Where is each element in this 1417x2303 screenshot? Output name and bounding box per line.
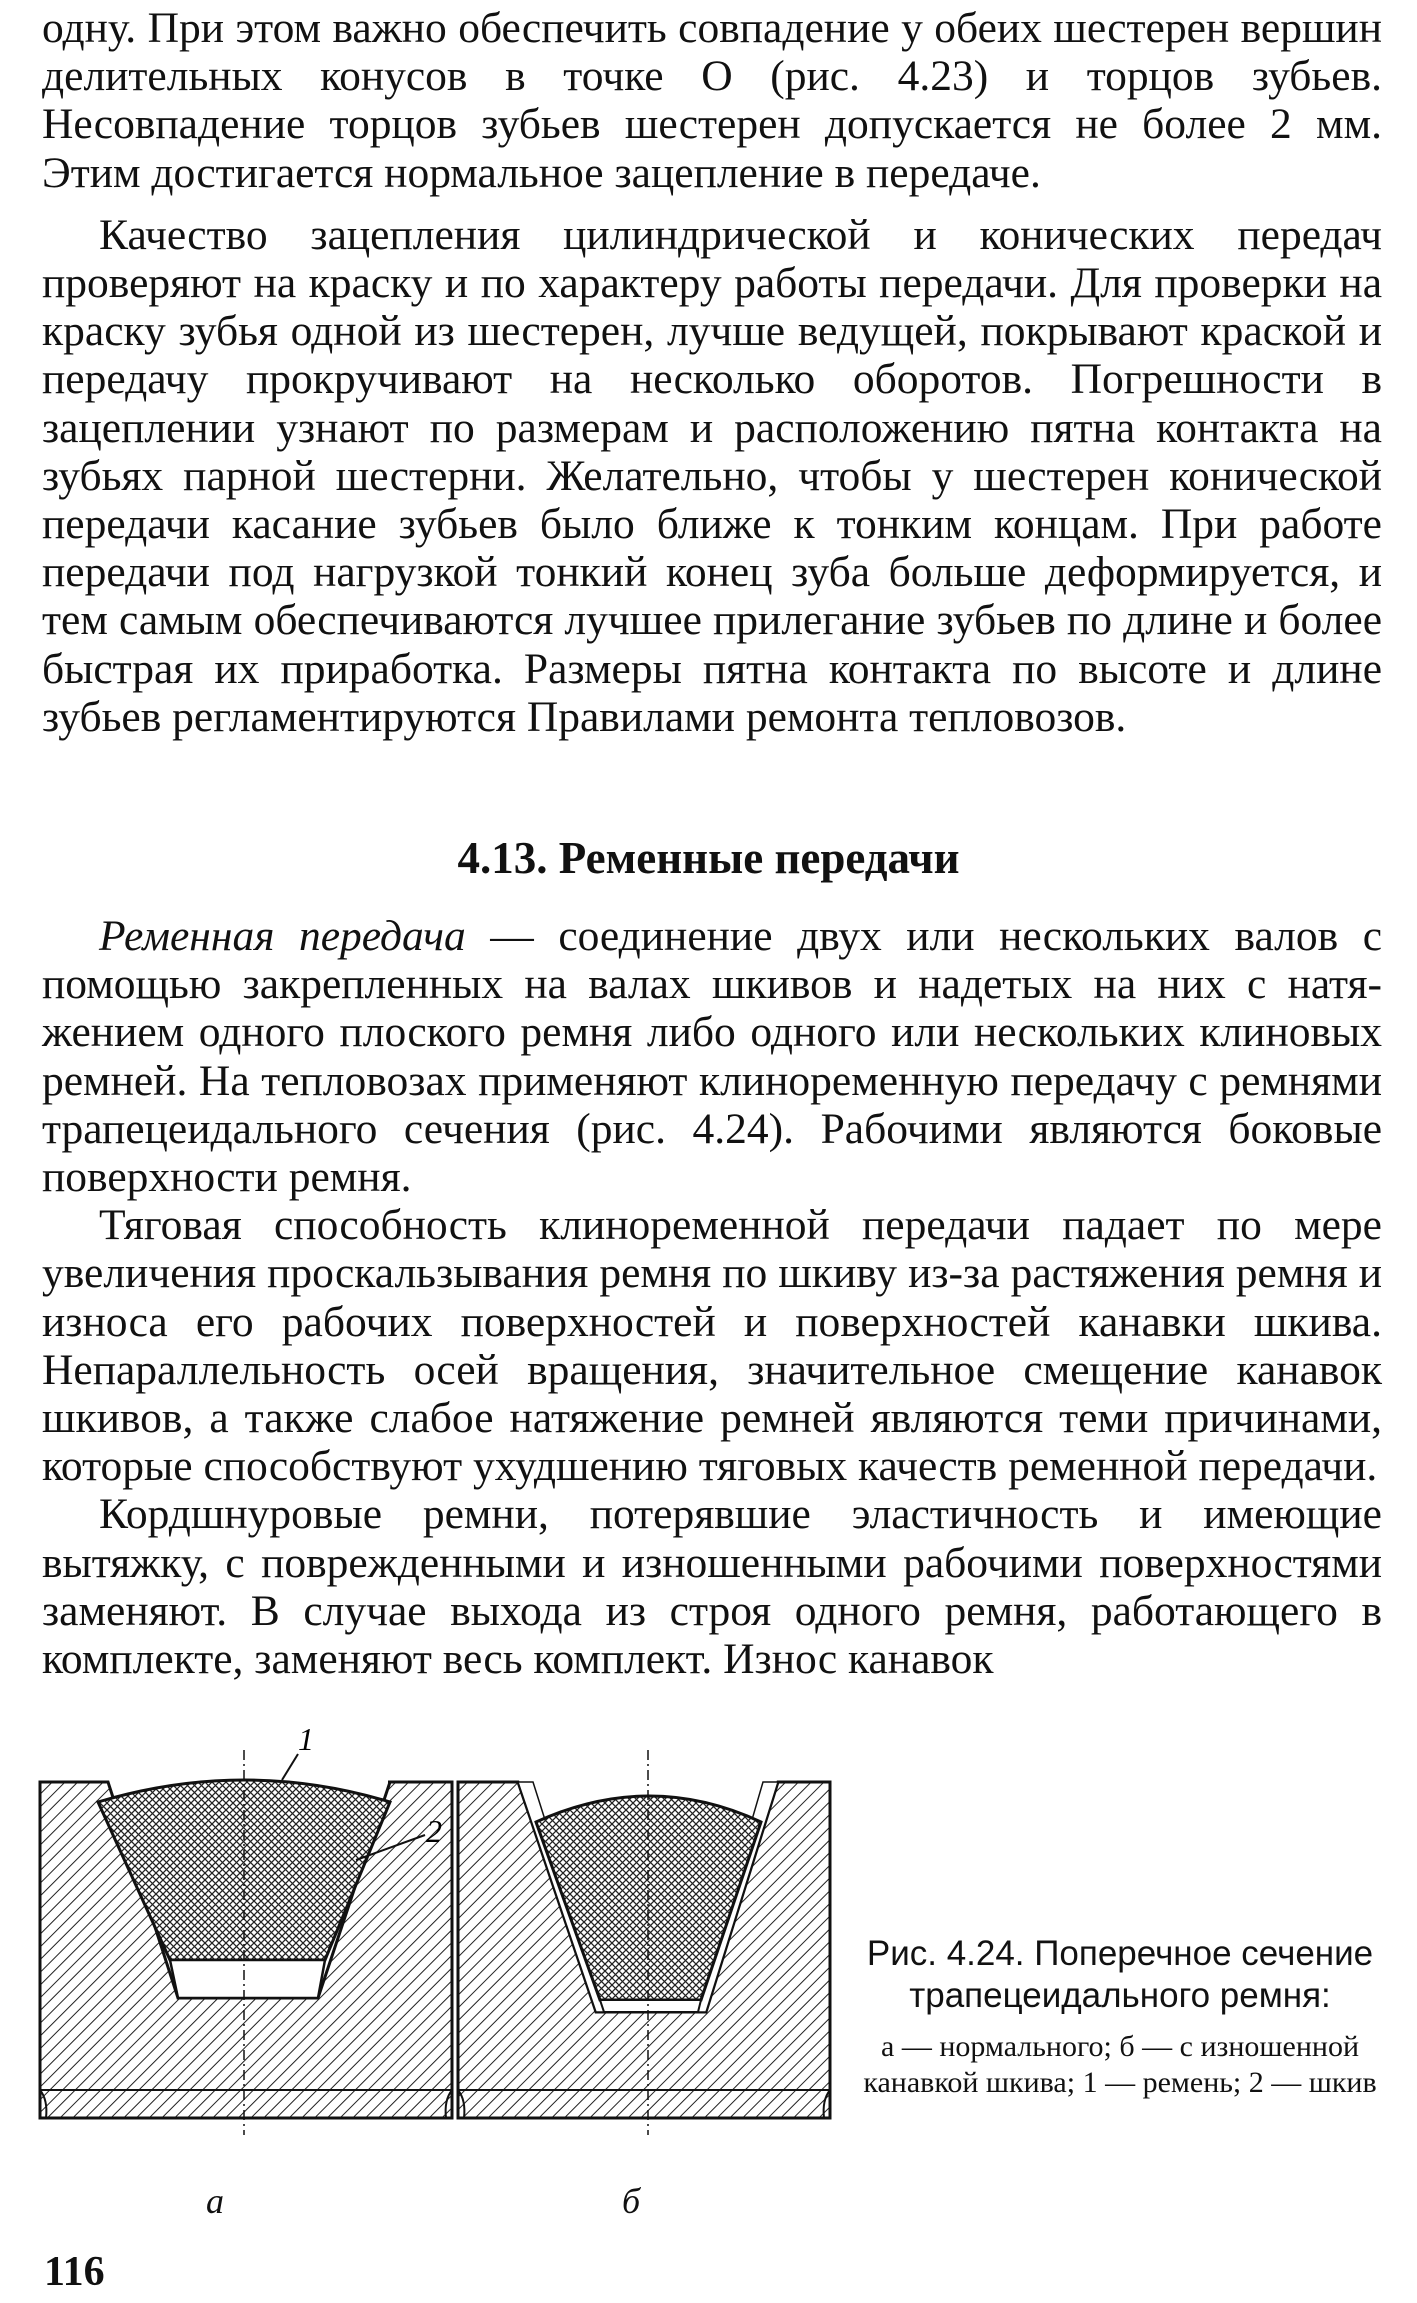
paragraph: одну. При этом важно обеспечить совпадение у обеих шестерен вершин делительных конусов в точке O (рис. 4.23) и торцов зубьев. Несовпадение торцов зубьев шестерен допускается не более 2 мм. Этим достигается нормальное зацепление в передаче. — [42, 4, 1382, 197]
definition-text: — соединение двух или нескольких валов с помощью закрепленных на валах шкивов и надетых на них с натяжением одного плоского ремня либо одного или нескольких клиновых ремней. На тепловозах применяют клиноременную передачу с ремнями трапецеидального сечения (рис. 4.24). Рабочими являются боковые поверхности ремня. — [42, 912, 1382, 1202]
label-2: 2 — [426, 1813, 442, 1849]
paragraph — [42, 912, 1382, 1201]
definition-term: Ременная передача — [99, 912, 466, 960]
section-a — [40, 1721, 452, 2135]
section-title: 4.13. Ременные передачи — [457, 833, 960, 883]
caption-legend: а — нормального; б — с изношенной канавкой шкива; 1 — ремень; 2 — шкив — [863, 2030, 1377, 2099]
figure-caption — [860, 1933, 1380, 2101]
belt-cross-section-figure — [30, 1721, 830, 2160]
section-b — [458, 1750, 830, 2135]
text-block-bottom — [42, 912, 1382, 1683]
sub-label-b: б — [622, 2181, 641, 2221]
page-number: 116 — [44, 2249, 105, 2295]
label-1: 1 — [298, 1721, 314, 1757]
caption-main: Рис. 4.24. Поперечное сечение трапецеидального ремня: — [866, 1934, 1374, 2015]
paragraph: Кордшнуровые ремни, потерявшие эластичность и имеющие вытяжку, с поврежденными и изношенными рабочими поверхностями заменяют. В случае выхода из строя одного ремня, работающего в комплекте, заменяют весь комплект. Износ канавок — [42, 1490, 1382, 1684]
sub-label-a: а — [206, 2181, 224, 2221]
paragraph: Тяговая способность клиноременной передачи падает по мере увеличения проскальзывания ремня по шкиву из-за растяжения ремня и износа его рабочих поверхностей и поверхностей канавки шкива. Непараллельность осей вращения, значительное смещение канавок шкивов, а также слабое натяжение ремней являются теми причинами, которые способствуют ухудшению тяговых качеств ременной передачи. — [42, 1201, 1382, 1491]
paragraph: Качество зацепления цилиндрической и конических передач проверяют на краску и по характеру работы передачи. Для проверки на краску зубья одной из шестерен, лучше ведущей, покрывают краской и передачу прокручивают на несколько оборотов. Погрешности в зацеплении узнают по размерам и расположению пятна контакта на зубьях парной шестерни. Желательно, чтобы у шестерен конической передачи касание зубьев было ближе к тонким концам. При работе передачи под нагрузкой тонкий конец зуба больше деформируется, и тем самым обеспечиваются лучшее прилегание зубьев по длине и более быстрая их приработка. Размеры пятна контакта по высоте и длине зубьев регламентируются Правилами ремонта тепловозов. — [42, 210, 1382, 741]
text-block-top — [42, 4, 1382, 741]
